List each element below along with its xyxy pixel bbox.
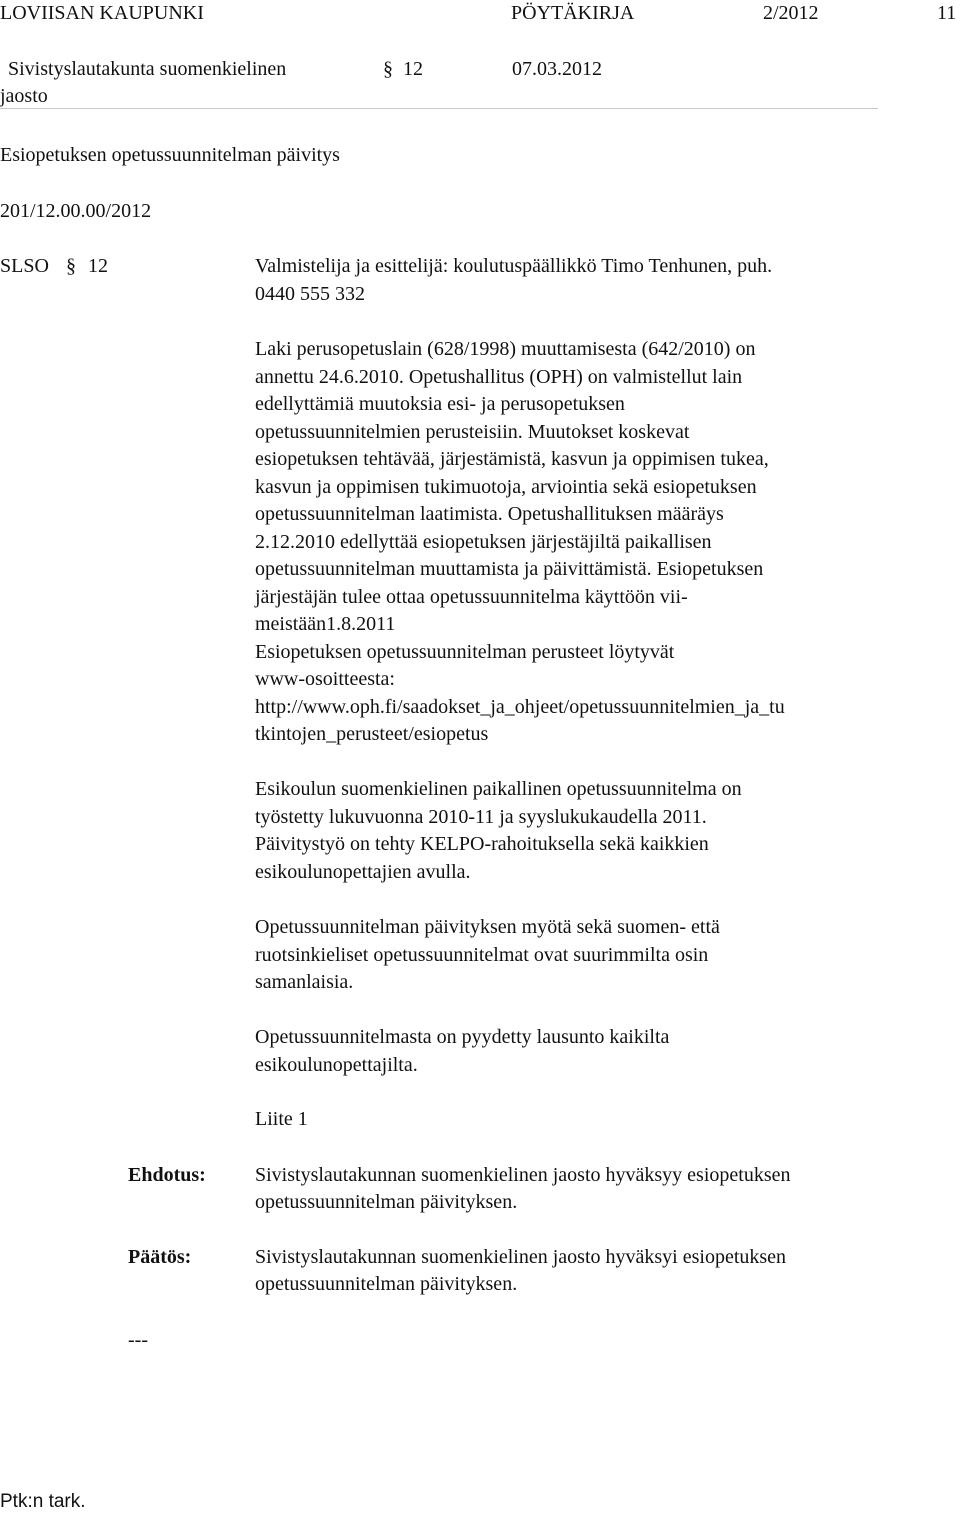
- body-line: opetussuunnitelman muuttamista ja päivittämistä. Esiopetuksen: [255, 558, 764, 580]
- section-symbol: §: [383, 58, 393, 80]
- page-number: 11: [937, 2, 957, 24]
- committee-name-cont: jaosto: [0, 85, 48, 107]
- body-line: järjestäjän tulee ottaa opetussuunnitelma käyttöön vii-: [255, 585, 688, 608]
- body-line: Opetussuunnitelman päivityksen myötä sekä suomen- että: [255, 916, 720, 938]
- proposal-text-cont: opetussuunnitelman päivityksen.: [255, 1191, 518, 1213]
- item-title: Esiopetuksen opetussuunnitelman päivitys: [0, 144, 340, 166]
- body-line: esiopetuksen tehtävää, järjestämistä, kasvun ja oppimisen tukea,: [255, 448, 769, 470]
- preparer-phone: 0440 555 332: [255, 283, 365, 305]
- body-line: Päivitystyö on tehty KELPO-rahoituksella sekä kaikkien: [255, 833, 709, 855]
- org-name: LOVIISAN KAUPUNKI: [0, 2, 204, 24]
- attachment-label: Liite 1: [255, 1108, 308, 1130]
- section-symbol-2: §: [66, 255, 76, 277]
- body-line: esikoulunopettajilta.: [255, 1053, 418, 1076]
- section-code: SLSO: [0, 255, 49, 277]
- body-url-line[interactable]: http://www.oph.fi/saadokset_ja_ohjeet/opetussuunnitelmien_ja_tu: [255, 695, 785, 718]
- decision-text-cont: opetussuunnitelman päivityksen.: [255, 1273, 518, 1295]
- proposal-text: Sivistyslautakunnan suomenkielinen jaosto hyväksyy esiopetuksen: [255, 1164, 791, 1186]
- item-reference: 201/12.00.00/2012: [0, 200, 152, 222]
- body-paragraph-4: [255, 1024, 885, 1079]
- body-line: samanlaisia.: [255, 971, 354, 993]
- body-line: ruotsinkieliset opetussuunnitelmat ovat suurimmilta osin: [255, 943, 709, 966]
- body-line: työstetty lukuvuonna 2010-11 ja syyslukukaudella 2011.: [255, 805, 707, 828]
- decision-label: Päätös:: [128, 1246, 192, 1268]
- body-line: Esiopetuksen opetussuunnitelman perusteet löytyvät: [255, 640, 675, 663]
- body-url-line[interactable]: tkintojen_perusteet/esiopetus: [255, 723, 489, 745]
- body-line: www-osoitteesta:: [255, 668, 395, 690]
- doc-number: 2/2012: [763, 2, 819, 24]
- body-paragraph-3: [255, 914, 885, 997]
- body-line: edellyttämiä muutoksia esi- ja perusopetuksen: [255, 393, 625, 415]
- doc-type: PÖYTÄKIRJA: [511, 2, 635, 24]
- body-line: opetussuunnitelman laatimista. Opetushallituksen määräys: [255, 503, 724, 525]
- body-line: annettu 24.6.2010. Opetushallitus (OPH) on valmistellut lain: [255, 365, 743, 388]
- body-line: Opetussuunnitelmasta on pyydetty lausunto kaikilta: [255, 1026, 670, 1048]
- header-section-number: 12: [403, 58, 423, 80]
- body-line: 2.12.2010 edellyttää esiopetuksen järjestäjiltä paikallisen: [255, 530, 712, 553]
- meeting-date: 07.03.2012: [512, 58, 602, 80]
- decision-text: Sivistyslautakunnan suomenkielinen jaosto hyväksyi esiopetuksen: [255, 1246, 787, 1268]
- committee-name: Sivistyslautakunta suomenkielinen: [8, 58, 287, 80]
- preparer-line: Valmistelija ja esittelijä: koulutuspäällikkö Timo Tenhunen, puh.: [255, 255, 773, 277]
- minutes-check-label: Ptk:n tark.: [0, 1491, 86, 1512]
- body-line: Laki perusopetuslain (628/1998) muuttamisesta (642/2010) on: [255, 338, 756, 360]
- proposal-label: Ehdotus:: [128, 1164, 206, 1186]
- header-rule: [0, 108, 878, 109]
- body-line: Esikoulun suomenkielinen paikallinen opetussuunnitelma on: [255, 778, 742, 800]
- body-paragraph-2: [255, 776, 885, 886]
- body-paragraph-1: [255, 336, 885, 749]
- body-line: esikoulunopettajien avulla.: [255, 860, 471, 883]
- body-line: opetussuunnitelmien perusteisiin. Muutokset koskevat: [255, 420, 690, 443]
- section-separator: ---: [128, 1329, 148, 1351]
- item-section-number: 12: [88, 255, 108, 277]
- body-line: kasvun ja oppimisen tukimuotoja, arviointia sekä esiopetuksen: [255, 475, 757, 498]
- body-line: meistään1.8.2011: [255, 613, 396, 635]
